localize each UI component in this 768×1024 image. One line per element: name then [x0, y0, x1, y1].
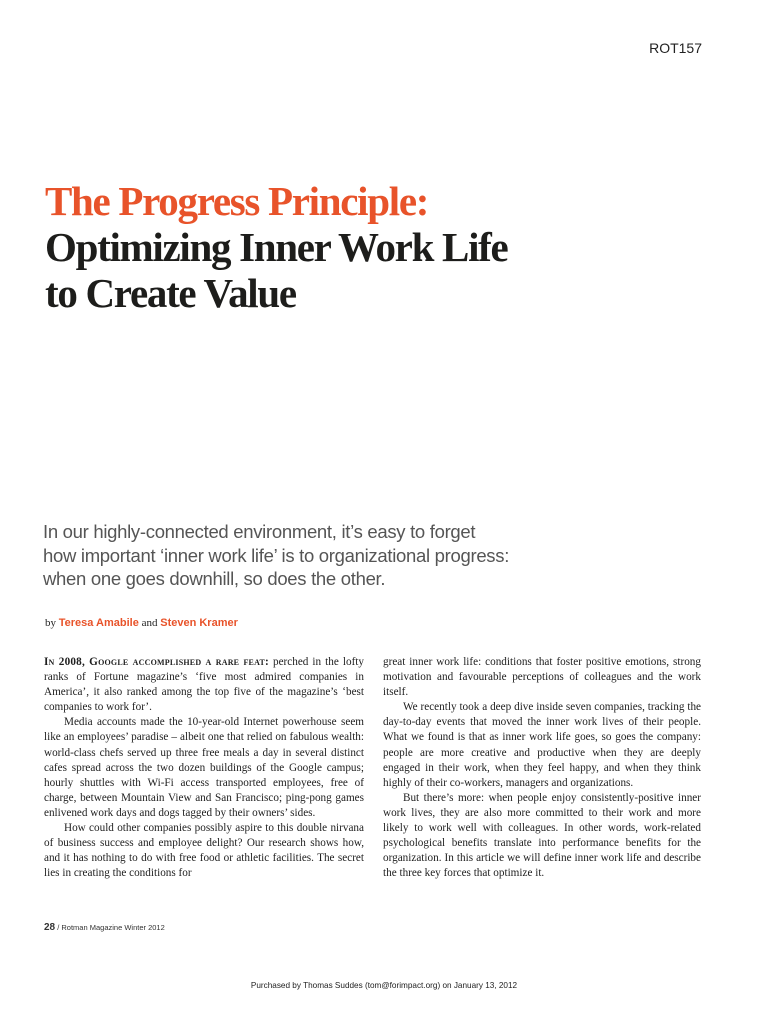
publication-name: / Rotman Magazine Winter 2012	[57, 923, 165, 932]
byline-by: by	[45, 617, 56, 629]
author-2: Steven Kramer	[160, 617, 238, 629]
body-paragraph	[44, 655, 364, 715]
article-title	[45, 178, 735, 316]
article-deck	[43, 520, 603, 591]
purchase-footer: Purchased by Thomas Suddes (tom@forimpact.org) on January 13, 2012	[250, 981, 518, 990]
deck-line-3: when one goes downhill, so does the other.	[43, 568, 386, 589]
body-paragraph: Media accounts made the 10-year-old Internet powerhouse seem like an employees’ paradise – albeit one that relied on fabulous wealth: world-class chefs served up three free meals a day in several distinct cafes spread across the two dozen buildings of the Google campus; hourly shuttles with Wi-Fi access transported employees, free of charge, between Mountain View and San Francisco; ping-pong games enlivened work days and dogs tagged by their owners’ sides.	[44, 716, 364, 819]
body-paragraph: How could other companies possibly aspire to this double nirvana of business success and employee delight? Our research shows how, and it has nothing to do with free food or athletic facilities. The secret lies in creating the conditions for	[44, 822, 364, 880]
body-column-right	[383, 655, 701, 881]
body-column-left	[44, 655, 364, 881]
author-1: Teresa Amabile	[58, 617, 139, 629]
deck-line-2: how important ‘inner work life’ is to organizational progress:	[43, 544, 510, 566]
body-paragraph: great inner work life: conditions that foster positive emotions, strong motivation and favourable perceptions of colleagues and the work itself.	[383, 656, 701, 699]
body-paragraph: But there’s more: when people enjoy consistently-positive inner work lives, they are also more committed to their work and more likely to work well with colleagues. In other words, work-related psychological benefits translate into performance benefits for the organization. In this article we will define inner work life and describe the three key forces that optimize it.	[383, 791, 701, 880]
body-paragraph: We recently took a deep dive inside seven companies, tracking the day-to-day events that moved the inner work lives of their people. What we found is that as inner work life goes, so goes the company: people are more creative and productive when they are deeply engaged in their work, when they feel happy, and when they think highly of their co-workers, managers and organizations.	[383, 701, 701, 789]
title-line-3: to Create Value	[45, 270, 296, 316]
byline	[45, 617, 238, 629]
deck-line-1: In our highly-connected environment, it’s easy to forget	[43, 521, 476, 542]
title-line-1: The Progress Principle:	[45, 178, 429, 224]
page-folio	[44, 922, 165, 933]
document-code: ROT157	[649, 40, 702, 56]
byline-and: and	[141, 617, 158, 629]
lead-in: In 2008, Google accomplished a rare feat:	[44, 656, 269, 668]
title-line-2: Optimizing Inner Work Life	[45, 224, 508, 270]
page-number: 28	[44, 922, 56, 933]
paragraph-text: perched in the lofty ranks of Fortune magazine’s ‘five most admired companies in America’, it also ranked among the top five of the magazine’s ‘best companies to work for’.	[44, 656, 365, 714]
